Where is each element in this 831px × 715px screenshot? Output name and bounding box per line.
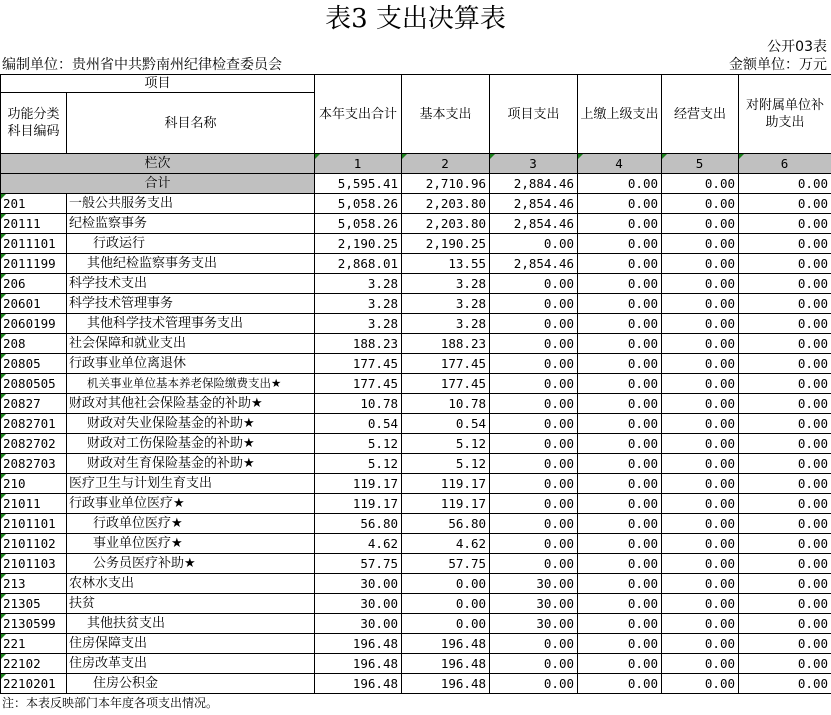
subject-code: 2011101 (1, 234, 67, 254)
amount-cell: 0.00 (578, 654, 662, 674)
amount-cell: 0.00 (739, 374, 831, 394)
amount-cell: 0.00 (662, 554, 739, 574)
amount-cell: 0.00 (739, 454, 831, 474)
amount-cell: 5,058.26 (315, 194, 402, 214)
amount-cell: 0.00 (490, 654, 578, 674)
amount-cell: 0.00 (578, 494, 662, 514)
amount-cell: 0.00 (578, 674, 662, 694)
amount-cell: 0.00 (490, 554, 578, 574)
amount-cell: 57.75 (402, 554, 490, 574)
amount-cell: 0.00 (578, 334, 662, 354)
amount-cell: 0.00 (490, 374, 578, 394)
subject-code: 20111 (1, 214, 67, 234)
amount-cell: 0.00 (739, 434, 831, 454)
subject-name: 机关事业单位基本养老保险缴费支出★ (67, 374, 315, 394)
amount-cell: 0.00 (578, 594, 662, 614)
amount-cell: 0.00 (490, 674, 578, 694)
page-title: 表3 支出决算表 (325, 4, 506, 34)
amount-cell: 0.00 (490, 434, 578, 454)
amount-cell: 0.00 (739, 514, 831, 534)
subject-name: 科学技术管理事务 (67, 294, 315, 314)
amount-cell: 30.00 (490, 574, 578, 594)
amount-cell: 0.00 (578, 474, 662, 494)
amount-cell: 0.00 (662, 574, 739, 594)
subject-name: 财政对其他社会保险基金的补助★ (67, 394, 315, 414)
table-row (1, 394, 831, 414)
amount-cell: 0.00 (739, 674, 831, 694)
amount-cell: 0.54 (315, 414, 402, 434)
amount-cell: 3.28 (402, 294, 490, 314)
table-row (1, 274, 831, 294)
amount-cell: 0.00 (662, 194, 739, 214)
amount-cell: 0.00 (662, 434, 739, 454)
amount-cell: 5.12 (315, 454, 402, 474)
amount-cell: 0.00 (739, 254, 831, 274)
table-row (1, 454, 831, 474)
amount-cell: 3.28 (315, 314, 402, 334)
amount-cell: 30.00 (315, 574, 402, 594)
subject-code: 21305 (1, 594, 67, 614)
subject-name: 其他纪检监察事务支出 (67, 254, 315, 274)
subject-code: 213 (1, 574, 67, 594)
table-row (1, 354, 831, 374)
amount-cell: 119.17 (315, 474, 402, 494)
table-row (1, 434, 831, 454)
table-row (1, 634, 831, 654)
header-col2: 基本支出 (402, 75, 490, 154)
amount-cell: 2,868.01 (315, 254, 402, 274)
amount-cell: 57.75 (315, 554, 402, 574)
subject-name: 医疗卫生与计划生育支出 (67, 474, 315, 494)
amount-cell: 0.00 (578, 614, 662, 634)
amount-cell: 30.00 (490, 614, 578, 634)
amount-cell: 0.00 (490, 274, 578, 294)
amount-cell: 0.00 (578, 294, 662, 314)
amount-cell: 2,854.46 (490, 214, 578, 234)
table-row (1, 534, 831, 554)
amount-cell: 0.00 (662, 254, 739, 274)
amount-cell: 5.12 (402, 434, 490, 454)
amount-cell: 0.54 (402, 414, 490, 434)
subject-name: 事业单位医疗★ (67, 534, 315, 554)
amount-cell: 2,190.25 (402, 234, 490, 254)
amount-cell: 3.28 (315, 294, 402, 314)
amount-cell: 0.00 (490, 354, 578, 374)
amount-cell: 0.00 (662, 414, 739, 434)
header-col4: 上缴上级支出 (578, 75, 662, 154)
subject-name: 公务员医疗补助★ (67, 554, 315, 574)
amount-cell: 0.00 (662, 374, 739, 394)
amount-cell: 0.00 (578, 314, 662, 334)
table-row (1, 514, 831, 534)
column-index-2: 2 (402, 154, 490, 174)
amount-cell: 56.80 (402, 514, 490, 534)
amount-cell: 0.00 (490, 314, 578, 334)
table-row (1, 194, 831, 214)
amount-cell: 2,854.46 (490, 194, 578, 214)
amount-cell: 0.00 (739, 614, 831, 634)
amount-cell: 0.00 (739, 234, 831, 254)
table-row (1, 374, 831, 394)
amount-cell: 196.48 (402, 674, 490, 694)
amount-cell: 0.00 (662, 314, 739, 334)
amount-cell: 0.00 (402, 614, 490, 634)
subject-code: 206 (1, 274, 67, 294)
amount-cell: 0.00 (739, 194, 831, 214)
amount-cell: 0.00 (739, 534, 831, 554)
table-row (1, 214, 831, 234)
amount-cell: 196.48 (402, 634, 490, 654)
amount-cell: 30.00 (490, 594, 578, 614)
subject-name: 一般公共服务支出 (67, 194, 315, 214)
table-code: 公开03表 (767, 39, 827, 55)
amount-cell: 0.00 (490, 454, 578, 474)
header-col5: 经营支出 (662, 75, 739, 154)
table-row (1, 674, 831, 694)
amount-cell: 177.45 (315, 354, 402, 374)
amount-cell: 0.00 (662, 674, 739, 694)
header-func-code: 功能分类科目编码 (1, 93, 67, 154)
amount-cell: 177.45 (315, 374, 402, 394)
amount-cell: 0.00 (578, 274, 662, 294)
subject-code: 2011199 (1, 254, 67, 274)
total-value: 2,884.46 (490, 174, 578, 194)
amount-unit-label: 金额单位：万元 (729, 57, 827, 73)
amount-cell: 0.00 (662, 654, 739, 674)
amount-cell: 0.00 (578, 534, 662, 554)
amount-cell: 0.00 (739, 294, 831, 314)
amount-cell: 119.17 (402, 474, 490, 494)
table-row (1, 334, 831, 354)
amount-cell: 0.00 (662, 294, 739, 314)
amount-cell: 196.48 (402, 654, 490, 674)
amount-cell: 0.00 (490, 514, 578, 534)
subject-code: 20805 (1, 354, 67, 374)
amount-cell: 177.45 (402, 374, 490, 394)
amount-cell: 0.00 (578, 514, 662, 534)
subject-code: 2101103 (1, 554, 67, 574)
subject-name: 行政事业单位离退休 (67, 354, 315, 374)
table-row (1, 574, 831, 594)
column-index-label: 栏次 (1, 154, 315, 174)
total-value: 0.00 (739, 174, 831, 194)
subject-code: 22102 (1, 654, 67, 674)
amount-cell: 0.00 (739, 554, 831, 574)
amount-cell: 0.00 (739, 214, 831, 234)
amount-cell: 0.00 (490, 474, 578, 494)
amount-cell: 0.00 (490, 234, 578, 254)
subject-name: 科学技术支出 (67, 274, 315, 294)
amount-cell: 2,203.80 (402, 214, 490, 234)
table-row (1, 234, 831, 254)
amount-cell: 0.00 (739, 474, 831, 494)
amount-cell: 3.28 (315, 274, 402, 294)
amount-cell: 0.00 (578, 354, 662, 374)
subject-code: 2082702 (1, 434, 67, 454)
amount-cell: 0.00 (490, 334, 578, 354)
amount-cell: 0.00 (490, 294, 578, 314)
amount-cell: 0.00 (739, 414, 831, 434)
subject-name: 其他科学技术管理事务支出 (67, 314, 315, 334)
table-row (1, 314, 831, 334)
table-note: 注：本表反映部门本年度各项支出情况。 (2, 696, 219, 710)
amount-cell: 30.00 (315, 614, 402, 634)
subject-name: 住房保障支出 (67, 634, 315, 654)
amount-cell: 0.00 (662, 274, 739, 294)
amount-cell: 0.00 (490, 414, 578, 434)
total-value: 0.00 (578, 174, 662, 194)
amount-cell: 0.00 (662, 534, 739, 554)
subject-name: 行政运行 (67, 234, 315, 254)
subject-code: 2082701 (1, 414, 67, 434)
amount-cell: 0.00 (662, 214, 739, 234)
total-value: 2,710.96 (402, 174, 490, 194)
amount-cell: 119.17 (315, 494, 402, 514)
amount-cell: 0.00 (662, 234, 739, 254)
amount-cell: 0.00 (739, 574, 831, 594)
subject-name: 财政对工伤保险基金的补助★ (67, 434, 315, 454)
amount-cell: 0.00 (662, 334, 739, 354)
subject-code: 201 (1, 194, 67, 214)
amount-cell: 0.00 (578, 574, 662, 594)
amount-cell: 2,203.80 (402, 194, 490, 214)
subject-name: 其他扶贫支出 (67, 614, 315, 634)
amount-cell: 0.00 (662, 474, 739, 494)
amount-cell: 0.00 (402, 594, 490, 614)
subject-name: 财政对失业保险基金的补助★ (67, 414, 315, 434)
amount-cell: 30.00 (315, 594, 402, 614)
subject-name: 行政单位医疗★ (67, 514, 315, 534)
expenditure-table (0, 74, 831, 694)
subject-code: 2082703 (1, 454, 67, 474)
subject-code: 21011 (1, 494, 67, 514)
amount-cell: 5,058.26 (315, 214, 402, 234)
subject-name: 住房公积金 (67, 674, 315, 694)
table-row (1, 614, 831, 634)
table-row (1, 294, 831, 314)
subject-code: 2130599 (1, 614, 67, 634)
subject-code: 2210201 (1, 674, 67, 694)
amount-cell: 5.12 (402, 454, 490, 474)
subject-code: 2080505 (1, 374, 67, 394)
table-row (1, 594, 831, 614)
amount-cell: 0.00 (662, 614, 739, 634)
amount-cell: 0.00 (739, 394, 831, 414)
amount-cell: 56.80 (315, 514, 402, 534)
column-index-3: 3 (490, 154, 578, 174)
amount-cell: 0.00 (739, 654, 831, 674)
subject-code: 210 (1, 474, 67, 494)
table-row (1, 554, 831, 574)
subject-code: 20827 (1, 394, 67, 414)
amount-cell: 0.00 (739, 354, 831, 374)
subject-name: 住房改革支出 (67, 654, 315, 674)
subject-code: 2101102 (1, 534, 67, 554)
amount-cell: 119.17 (402, 494, 490, 514)
subject-name: 行政事业单位医疗★ (67, 494, 315, 514)
amount-cell: 0.00 (662, 454, 739, 474)
amount-cell: 2,190.25 (315, 234, 402, 254)
amount-cell: 0.00 (739, 274, 831, 294)
amount-cell: 0.00 (662, 494, 739, 514)
amount-cell: 0.00 (662, 594, 739, 614)
amount-cell: 0.00 (739, 314, 831, 334)
subject-code: 2101101 (1, 514, 67, 534)
subject-name: 财政对生育保险基金的补助★ (67, 454, 315, 474)
amount-cell: 0.00 (490, 494, 578, 514)
amount-cell: 177.45 (402, 354, 490, 374)
amount-cell: 0.00 (490, 634, 578, 654)
amount-cell: 13.55 (402, 254, 490, 274)
table-row (1, 414, 831, 434)
table-row (1, 254, 831, 274)
amount-cell: 0.00 (490, 394, 578, 414)
amount-cell: 196.48 (315, 654, 402, 674)
table-row (1, 654, 831, 674)
header-col1: 本年支出合计 (315, 75, 402, 154)
amount-cell: 0.00 (578, 454, 662, 474)
amount-cell: 0.00 (578, 254, 662, 274)
table-row (1, 474, 831, 494)
subject-name: 社会保障和就业支出 (67, 334, 315, 354)
total-row (1, 174, 831, 194)
column-index-5: 5 (662, 154, 739, 174)
amount-cell: 3.28 (402, 314, 490, 334)
amount-cell: 4.62 (402, 534, 490, 554)
amount-cell: 10.78 (402, 394, 490, 414)
subject-code: 2060199 (1, 314, 67, 334)
header-col6: 对附属单位补助支出 (739, 75, 831, 154)
header-item-group: 项目 (1, 75, 315, 93)
header-col3: 项目支出 (490, 75, 578, 154)
amount-cell: 196.48 (315, 634, 402, 654)
amount-cell: 0.00 (578, 434, 662, 454)
subject-name: 农林水支出 (67, 574, 315, 594)
column-index-4: 4 (578, 154, 662, 174)
amount-cell: 0.00 (578, 394, 662, 414)
amount-cell: 0.00 (662, 514, 739, 534)
amount-cell: 0.00 (739, 634, 831, 654)
amount-cell: 0.00 (739, 334, 831, 354)
amount-cell: 2,854.46 (490, 254, 578, 274)
amount-cell: 0.00 (578, 194, 662, 214)
subject-name: 扶贫 (67, 594, 315, 614)
amount-cell: 196.48 (315, 674, 402, 694)
amount-cell: 0.00 (662, 634, 739, 654)
amount-cell: 3.28 (402, 274, 490, 294)
amount-cell: 0.00 (578, 414, 662, 434)
amount-cell: 0.00 (578, 554, 662, 574)
amount-cell: 188.23 (315, 334, 402, 354)
amount-cell: 0.00 (662, 394, 739, 414)
amount-cell: 4.62 (315, 534, 402, 554)
total-value: 0.00 (662, 174, 739, 194)
column-index-row (1, 154, 831, 174)
amount-cell: 0.00 (739, 494, 831, 514)
subject-code: 221 (1, 634, 67, 654)
amount-cell: 0.00 (578, 374, 662, 394)
column-index-1: 1 (315, 154, 402, 174)
amount-cell: 0.00 (578, 634, 662, 654)
total-label: 合计 (1, 174, 315, 194)
table-row (1, 494, 831, 514)
amount-cell: 10.78 (315, 394, 402, 414)
amount-cell: 0.00 (578, 234, 662, 254)
column-index-6: 6 (739, 154, 831, 174)
amount-cell: 0.00 (739, 594, 831, 614)
amount-cell: 0.00 (490, 534, 578, 554)
compiling-unit-label: 编制单位：贵州省中共黔南州纪律检查委员会 (2, 57, 282, 73)
amount-cell: 0.00 (402, 574, 490, 594)
table-body (1, 154, 831, 694)
subject-name: 纪检监察事务 (67, 214, 315, 234)
total-value: 5,595.41 (315, 174, 402, 194)
amount-cell: 0.00 (662, 354, 739, 374)
subject-code: 20601 (1, 294, 67, 314)
header-subject-name: 科目名称 (67, 93, 315, 154)
amount-cell: 0.00 (578, 214, 662, 234)
amount-cell: 5.12 (315, 434, 402, 454)
subject-code: 208 (1, 334, 67, 354)
amount-cell: 188.23 (402, 334, 490, 354)
